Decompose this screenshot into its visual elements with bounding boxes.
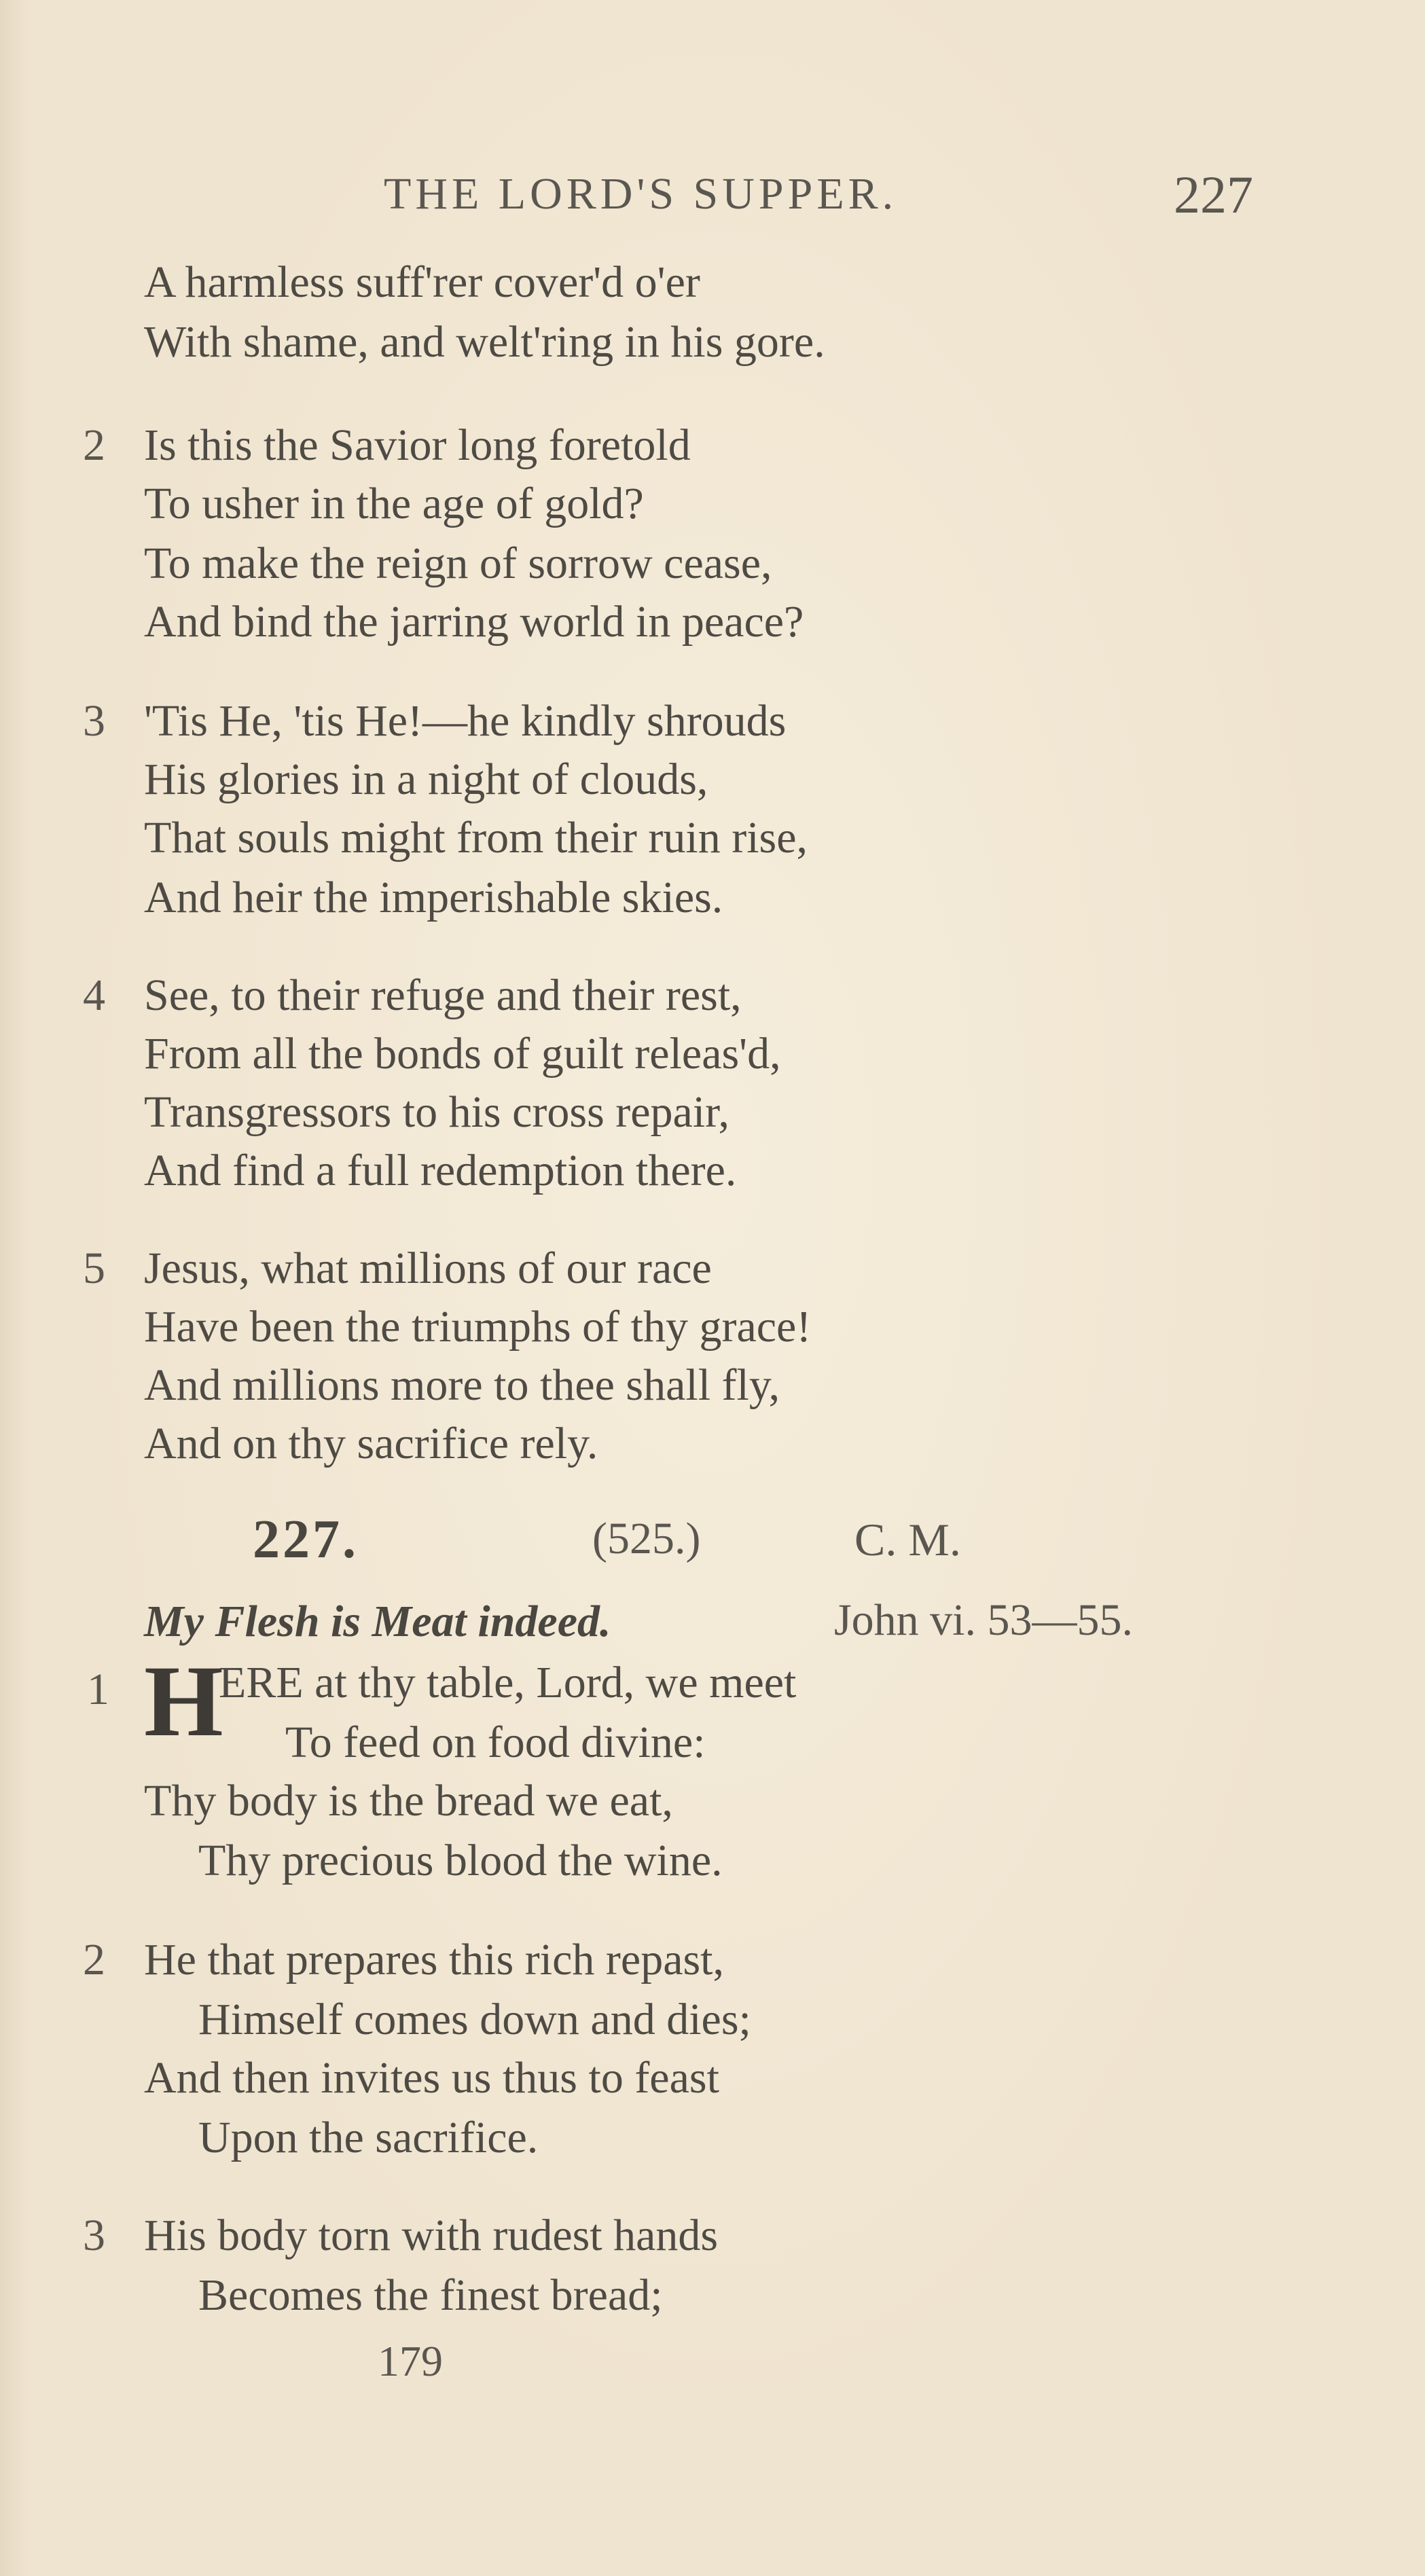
verse-line: Becomes the finest bread; (198, 2270, 663, 2320)
verse-line: With shame, and welt'ring in his gore. (144, 317, 825, 367)
verse-line: And find a full redemption there. (144, 1146, 737, 1195)
hymn-reference: (525.) (592, 1514, 701, 1563)
verse-line: And millions more to thee shall fly, (144, 1360, 780, 1410)
verse-number: 1 (87, 1665, 109, 1714)
verse-line: To feed on food divine: (285, 1718, 706, 1767)
verse-line: And on thy sacrifice rely. (144, 1419, 598, 1468)
hymn-number: 227. (253, 1510, 359, 1570)
verse-line: From all the bonds of guilt releas'd, (144, 1029, 781, 1078)
verse-line: And bind the jarring world in peace? (144, 597, 804, 647)
verse-number: 3 (83, 2211, 105, 2260)
scripture-reference: John vi. 53—55. (834, 1595, 1134, 1645)
verse-line: Transgressors to his cross repair, (144, 1087, 729, 1137)
verse-line: To usher in the age of gold? (144, 479, 644, 528)
verse-line: He that prepares this rich repast, (144, 1935, 725, 1984)
verse-line: His body torn with rudest hands (144, 2211, 719, 2260)
verse-line: To make the reign of sorrow cease, (144, 539, 772, 588)
verse-line: 'Tis He, 'tis He!—he kindly shrouds (144, 696, 787, 746)
drop-cap: H (144, 1645, 223, 1758)
verse-line: And heir the imperishable skies. (144, 873, 723, 922)
verse-line: Jesus, what millions of our race (144, 1244, 712, 1293)
verse-line: ERE at thy table, Lord, we meet (219, 1658, 797, 1707)
verse-line: A harmless suff'rer cover'd o'er (144, 257, 700, 307)
page-number: 227 (1174, 165, 1253, 224)
verse-line: See, to their refuge and their rest, (144, 970, 742, 1020)
verse-line: Is this the Savior long foretold (144, 420, 691, 470)
verse-number: 2 (83, 1935, 105, 1984)
verse-line: And then invites us thus to feast (144, 2053, 719, 2103)
verse-line: Upon the sacrifice. (198, 2113, 539, 2162)
verse-line: Thy body is the bread we eat, (144, 1776, 673, 1826)
verse-number: 3 (83, 696, 105, 746)
hymn-subtitle: My Flesh is Meat indeed. (144, 1597, 611, 1646)
verse-number: 5 (83, 1244, 105, 1293)
signature-mark: 179 (378, 2337, 443, 2385)
verse-number: 4 (83, 970, 105, 1020)
running-header-title: THE LORD'S SUPPER. (384, 169, 898, 219)
verse-number: 2 (83, 420, 105, 470)
verse-line: Himself comes down and dies; (198, 1995, 751, 2044)
verse-line: Thy precious blood the wine. (198, 1836, 723, 1885)
verse-line: Have been the triumphs of thy grace! (144, 1302, 812, 1352)
verse-line: That souls might from their ruin rise, (144, 813, 808, 863)
verse-line: His glories in a night of clouds, (144, 755, 708, 804)
hymn-meter: C. M. (854, 1514, 961, 1565)
